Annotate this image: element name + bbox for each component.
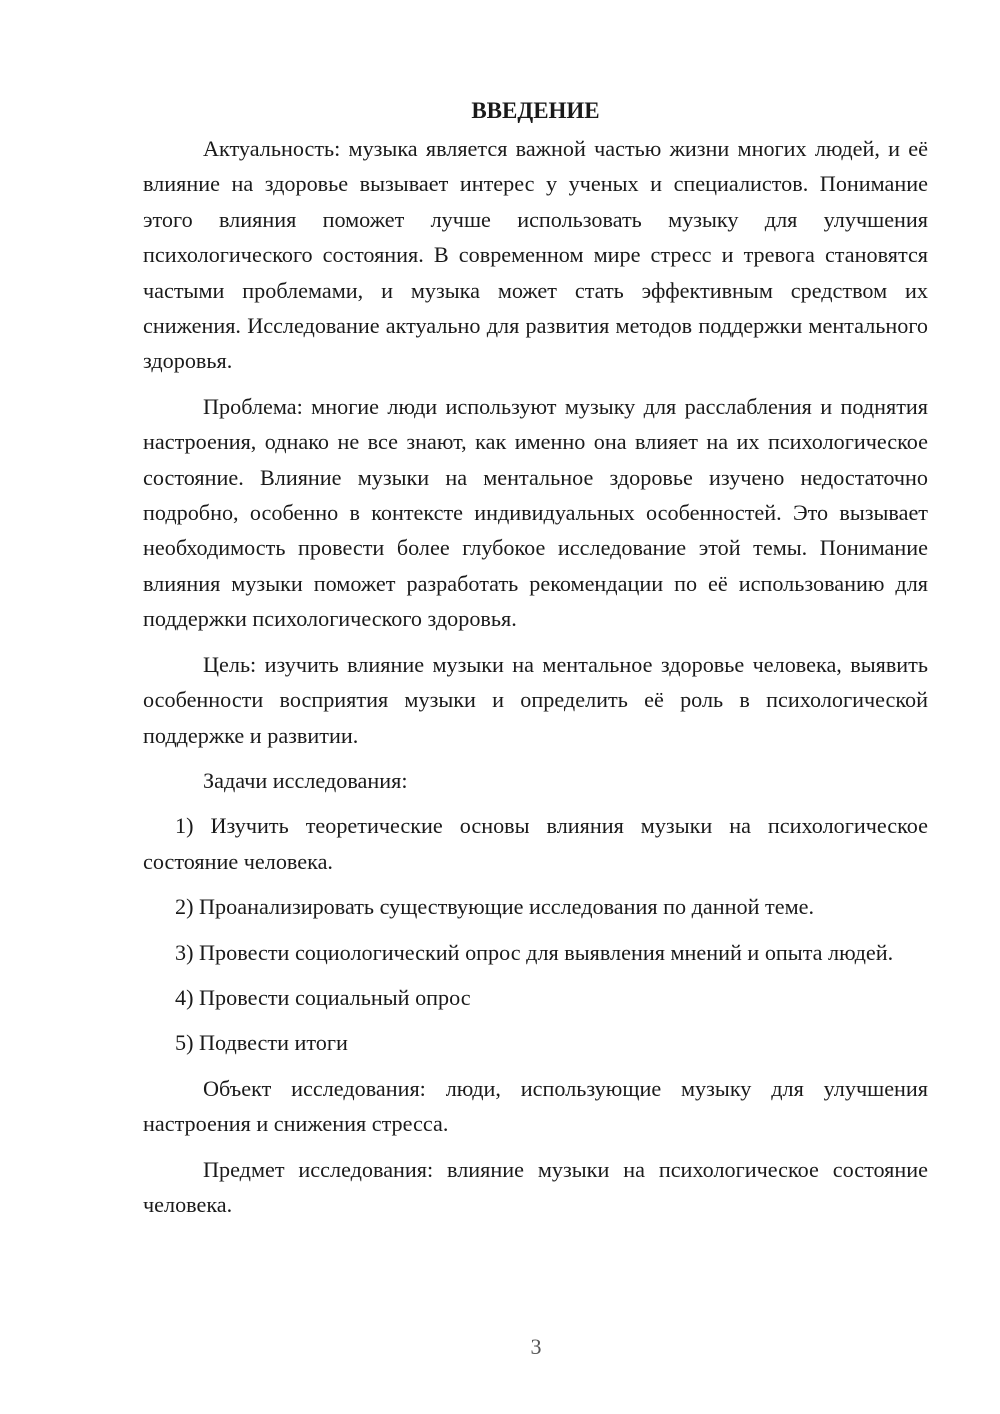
page-number: 3 [530,1334,542,1359]
task-item: 3) Провести социологический опрос для выявления мнений и опыта людей. [175,939,894,965]
subject-paragraph: Предмет исследования: влияние музыки на психологическое состояние человека. [143,1156,928,1217]
relevance-paragraph: Актуальность: музыка является важной частью жизни многих людей, и её влияние на здоровье вызывает интерес у ученых и специалистов. Понимание этого влияния поможет лучше использовать музыку для улучшения психологического состояния. В современном мире стресс и тревога становятся частыми проблемами, и музыка может стать эффективным средством их снижения. Исследование актуально для развития методов поддержки ментального здоровья. [143,136,928,374]
object-paragraph: Объект исследования: люди, использующие музыку для улучшения настроения и снижения стресса. [143,1075,928,1137]
document-page [143,93,928,1222]
page-title: ВВЕДЕНИЕ [471,98,600,123]
tasks-heading: Задачи исследования: [203,767,408,793]
problem-paragraph: Проблема: многие люди используют музыку для расслабления и поднятия настроения, однако не все знают, как именно она влияет на их психологическое состояние. Влияние музыки на ментальное здоровье изучено недостаточно подробно, особенно в контексте индивидуальных особенностей. Это вызывает необходимость провести более глубокое исследование этой темы. Понимание влияния музыки поможет разработать рекомендации по её использованию для поддержки психологического здоровья. [143,393,928,632]
task-item: 5) Подвести итоги [175,1030,348,1056]
task-item: 4) Провести социальный опрос [175,984,471,1010]
goal-paragraph: Цель: изучить влияние музыки на ментальное здоровье человека, выявить особенности восприятия музыки и определить её роль в психологической поддержке и развитии. [143,651,928,748]
task-item: 1) Изучить теоретические основы влияния музыки на психологическое состояние человека. [143,813,928,874]
task-item: 2) Проанализировать существующие исследования по данной теме. [175,894,815,920]
